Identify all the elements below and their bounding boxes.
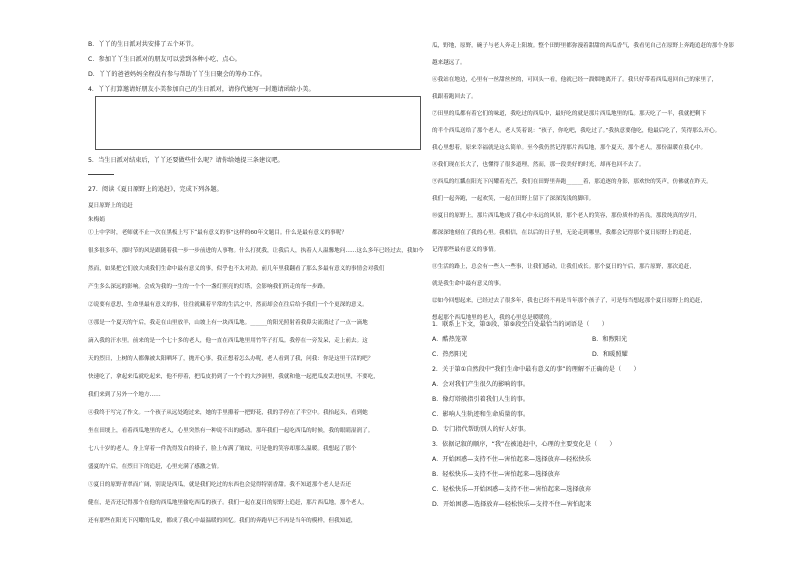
answer-option[interactable]: A．会对我们产生很久的影响的事。 [432,381,530,388]
article-line: ④我终于写完了作文。一个孩子从远处跑过来，她的手里攥着一把野花，我的手停在了半空中。我抬起头，看到她 [88,410,368,416]
article-line: 瓜，野地，原野，碗子与老人奔走上阳坡。整个田野里都弥漫着甜甜的西瓜香气，我看见自己在原野上奔跑追赶的那个身影 [432,43,735,49]
article-line: ⑨西瓜的红瓤在阳光下闪耀着光芒，我们在田野里奔跑______着，那追逐的身影，那欢快的笑声，仿佛就在昨天。 [432,179,712,185]
article-line: 都深深地刻在了我的心里。我相信，在以后的日子里，无论走到哪里，我都会记得那个夏日原野上的追赶， [432,230,695,236]
article-line: 就是我生命中最有意义的事。 [432,281,505,287]
article-line: ⑤夏日的原野青翠而广阔，别说是西瓜，就是我们吃过的东西也会觉得特别香甜。我不知道那个老人是否还 [88,482,351,488]
article-line: 健在，是否还记得那个在他的西瓜地里偷吃西瓜的孩子。我们一起在夏日的原野上追赶，那片西瓜地，那个老人， [88,500,368,506]
option-b: B．丫丫的生日派对共安排了五个环节。 [88,41,198,48]
article-line: 记得那些最有意义的事情。 [432,247,500,253]
article-line: 我跟着跑回去了。 [432,94,477,100]
question-4: 4．丫丫打算邀请好朋友小美参加自己的生日派对，请你代她写一封邀请函给小美。 [88,86,315,93]
answer-option[interactable]: C．热烈阳光 [432,351,468,358]
article-line: ⑫如今回想起来，已经过去了很多年，我也已经不再是当年那个孩子了，可是每当想起那个夏日原野上的追赶， [432,298,707,304]
article-line: ③那是一个夏天的午后，我走在山里放羊，山坡上有一块西瓜地。______的阳光照射着我鼻尖流淌过了一点一滴地 [88,320,368,326]
option-c: C．参加丫丫生日派对的朋友可以尝到各种小吃、点心。 [88,56,241,63]
article-line: 快速吃了，拿起来瓜就吃起来，他不停着，把瓜皮扔到了一个个的大沙洞里，我就和他一起把瓜皮丢进坑里，不要吃， [88,374,379,380]
answer-option[interactable]: D．和暖照耀 [592,351,628,358]
answer-option[interactable]: B．轻松快乐—支持不住—害怕起来—选择放弃 [432,471,560,478]
article-line: ②说要有意思，生命里最有意义的事，往往就藏着平常的生活之中，然而却会在往后给予我们一个个更深的意义。 [88,302,368,308]
answer-line [88,174,114,175]
article-line: ⑥我站在地边，心里有一丝甜丝丝的，可回头一看，他就已经一溜烟地离开了。我只好带着西瓜返回自己的家里了， [432,77,718,83]
article-line: 天的烈日，上树的人都像被太阳晒坏了，抛开心事，我正想着怎么办呢，老人看到了我，问我：你是这里干活的吧？ [88,356,374,362]
article-line: ⑧我们现在长大了，也懂得了很多道理，然而，那一段美好的时光，却再也回不去了。 [432,162,645,168]
answer-option[interactable]: C．影响人生轨迹和生命质量的事。 [432,411,530,418]
article-line: 我心里想着，原来幸福就是这么简单。至今我仍然记得那片西瓜地，那个夏天，那个老人，那份温暖在我心中。 [432,145,707,151]
question-stem: 3．依据记叙的顺序，“我”在被追赶中，心理的主要变化是（ ） [432,441,616,448]
answer-option[interactable]: A．酷热笼罩 [432,336,468,343]
option-d: D．丫丫的爸爸妈妈全程没有参与帮助丫丫生日聚会的筹办工作。 [88,71,267,78]
article-line: 还有那些在阳光下闪耀的瓜皮，都成了我心中最温暖的回忆。我们的奔跑早已不再是当年的模样，但我知道， [88,518,357,524]
answer-option[interactable]: D．开始困惑—选择放弃—轻松快乐—支持不住—害怕起来 [432,501,592,508]
question-27: 27．阅读《夏日原野上的追赶》，完成下列各题。 [88,186,223,193]
article-line: 的半个西瓜送给了那个老人，老人笑着说：“孩子，你吃吧，我吃过了。”我执意要他吃，他最后吃了，笑得那么开心。 [432,128,721,134]
article-line: 很多很多年，那时节的风是跟随着我一步一步前进的人事物。什么打扰我，让我后人，执着人人温馨地问……这么多年已经过去，我如今 [88,248,424,254]
answer-option[interactable]: D．专门指代帮助别人的好人好事。 [432,426,530,433]
question-stem: 2．关于第①自然段中“我们生命中最有意义的事”的理解不正确的是（ ） [432,366,640,373]
article-line: 滴入我的汗水里。前来的是一个七十多的老人，他一直在西瓜地里用竹竿子打瓜。我停在一旁发呆，走上前去。这 [88,338,368,344]
answer-option[interactable]: B．像灯塔般指引着我们人生的事。 [432,396,530,403]
question-stem: 1．联系上下文，第③段、第⑨段空白处最恰当的词语是（ ） [432,321,608,328]
article-title: 夏日原野上的追赶 [88,203,133,209]
answer-option[interactable]: A．开始困惑—支持不住—害怕起来—选择放弃—轻松快乐 [432,456,591,463]
article-line: ⑪生活的路上，总会有一些人一些事，让我们感动，让我们成长。那个夏日的午后，那片原野，那次追赶， [432,264,695,270]
article-author: 朱梅娟 [88,217,105,223]
article-line: 我们一起奔跑，一起欢笑，一起在田野上留下了深深浅浅的脚印。 [432,196,595,202]
article-line: 越来越远了。 [432,60,466,66]
article-line: 然而，如果把它们放大成我们生命中最有意义的事，似乎也不太对劲。前几年里我翻看了那么多最有意义的事情会对我们 [88,266,385,272]
article-line: 坐在田埂上，看着西瓜地里的老人，心里突然有一种说不出的感动。那年我们一起吃西瓜的时候，我的眼睛湿润了。 [88,428,374,434]
article-line: 七八十岁的老人，身上穿着一件洗得发白的褂子，脸上布满了皱纹，可是他的笑容却那么温暖。我想起了那个 [88,446,357,452]
article-line: 我们来到了另外一个地方…… [88,392,161,398]
article-line: ⑦田里的瓜都有着它们的味道，我吃过的西瓜中，最好吃的就是那片西瓜地里的瓜。那天吃了一半，我就把剩下 [432,111,707,117]
article-line: ⑩夏日的原野上，那片西瓜地成了我心中永远的风景，那个老人的笑容，那份质朴的善良，那段纯真的岁月， [432,213,701,219]
answer-option[interactable]: B．和煦阳光 [592,336,628,343]
answer-box[interactable] [95,96,421,150]
article-line: 想起那个西瓜地里的老人，我的心里总是暖暖的。 [432,315,556,321]
question-5: 5．当生日派对结束后，丫丫还要做些什么呢？请你给她提三条建议吧。 [88,157,284,164]
article-line: 产生多么深远的影响。会成为我的一生的一个个一盏灯照亮的灯塔，会影响我们所走的每一步路。 [88,284,329,290]
article-line: ①上中学时，老师就不止一次在黑板上写下“最有意义的事”这样的60年文题目。什么是最有意义的事呢？ [88,230,347,236]
article-line: 盛夏的午后，在烈日下的追赶，心里充满了感激之情。 [88,464,223,470]
answer-option[interactable]: C．轻松快乐—开始困惑—支持不住—害怕起来—选择放弃 [432,486,592,493]
